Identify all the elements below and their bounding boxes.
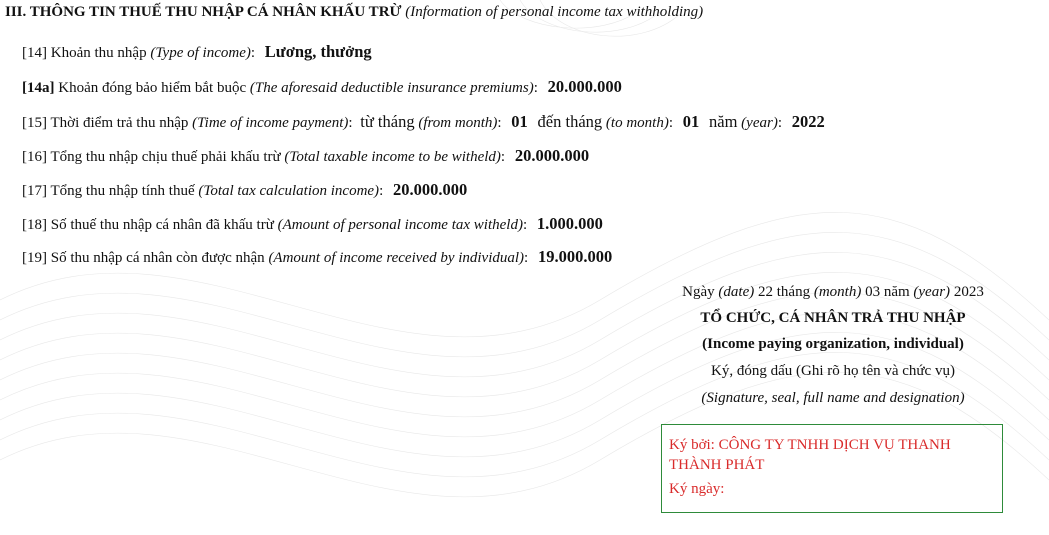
sign-instruction-en: (Signature, seal, full name and designation)	[701, 390, 965, 406]
row-14a-insurance: [14a] Khoản đóng bảo hiểm bắt buộc (The aforesaid deductible insurance premiums): 20.000.000	[22, 77, 622, 96]
row-label: Tổng thu nhập tính thuế	[50, 183, 195, 199]
section-title-vi: III. THÔNG TIN THUẾ THU NHẬP CÁ NHÂN KHẤU TRỪ	[5, 4, 402, 20]
row-value: 19.000.000	[537, 247, 613, 266]
signed-by-line	[669, 435, 1002, 455]
date-day-value: 22	[758, 284, 773, 300]
signed-by-label: Ký bởi:	[669, 437, 715, 453]
row-code: [15]	[22, 115, 47, 131]
row-value: 20.000.000	[514, 146, 590, 165]
row-value: 1.000.000	[536, 214, 603, 233]
to-month-value: 01	[682, 112, 700, 131]
row-label: Số thu nhập cá nhân còn được nhận	[50, 250, 265, 266]
date-day-label: Ngày	[682, 284, 715, 300]
to-month-label: đến tháng	[537, 112, 603, 131]
row-code: [14]	[22, 45, 47, 61]
year-label: năm	[709, 112, 738, 131]
row-18-tax-withheld: [18] Số thuế thu nhập cá nhân đã khấu trừ (Amount of personal income tax witheld): 1.000.000	[22, 214, 603, 233]
row-label-en: (Amount of income received by individual)	[268, 250, 525, 266]
row-label-en: (Time of income payment)	[192, 115, 349, 131]
sign-instruction: Ký, đóng dấu (Ghi rõ họ tên và chức vụ)	[711, 363, 955, 379]
row-label: Thời điểm trả thu nhập	[50, 115, 189, 131]
row-17-tax-calc-income: [17] Tổng thu nhập tính thuế (Total tax calculation income): 20.000.000	[22, 180, 468, 199]
date-month-label: tháng	[776, 284, 811, 300]
date-year-label-en: (year)	[913, 284, 951, 300]
from-month-label-en: (from month)	[418, 115, 498, 131]
date-year-label: năm	[883, 284, 910, 300]
date-month-value: 03	[865, 284, 881, 300]
signer-name-line1: CÔNG TY TNHH DỊCH VỤ THANH	[718, 437, 951, 453]
row-code: [14a]	[22, 80, 55, 96]
row-label: Khoản thu nhập	[50, 45, 147, 61]
row-label-en: (Type of income)	[150, 45, 251, 61]
row-label-en: (The aforesaid deductible insurance premiums)	[249, 80, 534, 96]
row-code: [17]	[22, 183, 47, 199]
row-label: Số thuế thu nhập cá nhân đã khấu trừ	[50, 217, 274, 233]
year-label-en: (year)	[741, 115, 778, 131]
signer-name-line2: THÀNH PHÁT	[669, 457, 765, 473]
row-label-en: (Total tax calculation income)	[198, 183, 380, 199]
row-code: [16]	[22, 149, 47, 165]
date-day-label-en: (date)	[718, 284, 755, 300]
row-15-payment-time: [15] Thời điểm trả thu nhập (Time of income payment): từ tháng (from month): 01 đến tháng (to month): 01 năm (year): 2022	[22, 112, 825, 131]
date-month-label-en: (month)	[813, 284, 862, 300]
row-label: Tổng thu nhập chịu thuế phải khấu trừ	[50, 149, 281, 165]
row-value: 20.000.000	[392, 180, 468, 199]
date-year-value: 2023	[953, 284, 984, 300]
row-label-en: (Total taxable income to be witheld)	[284, 149, 501, 165]
row-code: [19]	[22, 250, 47, 266]
from-month-value: 01	[511, 112, 528, 131]
year-value: 2022	[791, 112, 825, 131]
signature-date	[662, 284, 1004, 301]
org-title: TỔ CHỨC, CÁ NHÂN TRẢ THU NHẬP	[700, 310, 966, 326]
row-16-taxable-income: [16] Tổng thu nhập chịu thuế phải khấu trừ (Total taxable income to be witheld): 20.000.000	[22, 146, 590, 165]
row-label: Khoản đóng bảo hiểm bắt buộc	[58, 80, 247, 96]
row-code: [18]	[22, 217, 47, 233]
row-14-type-of-income: [14] Khoản thu nhập (Type of income): Lương, thưởng	[22, 42, 372, 61]
row-value: Lương, thưởng	[264, 42, 372, 61]
digital-signature-box[interactable]	[661, 424, 1003, 513]
section-title	[5, 4, 703, 21]
to-month-label-en: (to month)	[605, 115, 669, 131]
signed-date-label: Ký ngày:	[669, 481, 725, 497]
row-label-en: (Amount of personal income tax witheld)	[277, 217, 523, 233]
row-19-income-received: [19] Số thu nhập cá nhân còn được nhận (Amount of income received by individual): 19.000.000	[22, 247, 613, 266]
org-title-en: (Income paying organization, individual)	[702, 336, 964, 352]
row-value: 20.000.000	[547, 77, 622, 96]
from-month-label: từ tháng	[360, 112, 415, 131]
section-title-en: (Information of personal income tax withholding)	[405, 4, 704, 20]
